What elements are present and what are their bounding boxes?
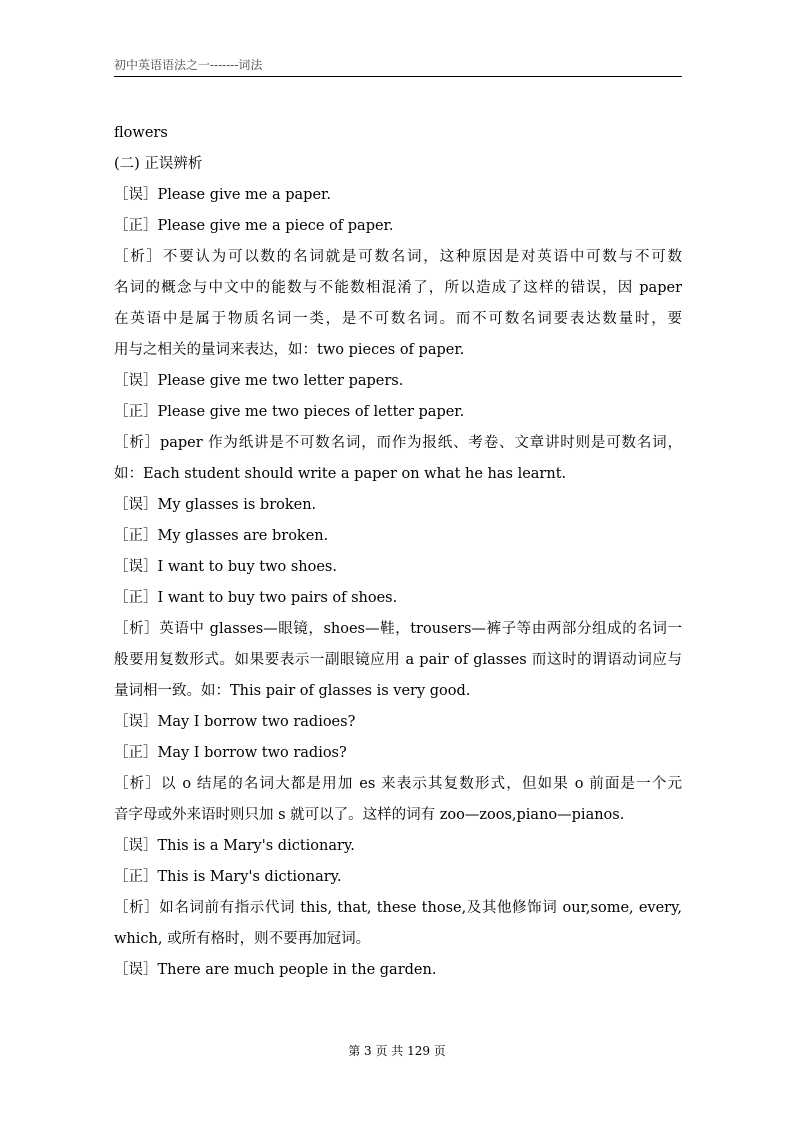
text-line: 如：Each student should write a paper on what he has learnt. [114, 466, 567, 482]
text-line: ［误］Please give me a paper. [114, 187, 331, 203]
text-line: ［析］paper 作为纸讲是不可数名词，而作为报纸、考卷、文章讲时则是可数名词， [114, 435, 682, 451]
text-line: ［误］May I borrow two radioes? [114, 714, 356, 730]
text-line: ［正］Please give me a piece of paper. [114, 218, 394, 234]
text-line: which, 或所有格时，则不要再加冠词。 [114, 931, 371, 947]
text-line: ［析］英语中 glasses—眼镜，shoes—鞋，trousers—裤子等由两部分组成的名词一 [114, 621, 682, 637]
text-line: ［误］There are much people in the garden. [114, 962, 437, 978]
text-line: ［正］My glasses are broken. [114, 528, 329, 544]
text-line: ［误］I want to buy two shoes. [114, 559, 337, 575]
page-header [114, 58, 682, 77]
page-number: 第 3 页 共 129 页 [348, 1044, 446, 1058]
text-line: 量词相一致。如：This pair of glasses is very good. [114, 683, 471, 699]
text-line: ［误］Please give me two letter papers. [114, 373, 404, 389]
text-line: flowers [114, 125, 168, 141]
text-line: ［析］以 o 结尾的名词大都是用加 es 来表示其复数形式，但如果 o 前面是一个元 [114, 776, 682, 792]
text-line: 在英语中是属于物质名词一类，是不可数名词。而不可数名词要表达数量时，要 [114, 311, 682, 327]
text-line: 名词的概念与中文中的能数与不能数相混淆了，所以造成了这样的错误，因 paper [114, 280, 682, 296]
text-line: ［析］不要认为可以数的名词就是可数名词，这种原因是对英语中可数与不可数 [114, 249, 682, 265]
text-line: ［正］This is Mary's dictionary. [114, 869, 342, 885]
text-line: ［正］I want to buy two pairs of shoes. [114, 590, 398, 606]
text-line: ［误］This is a Mary's dictionary. [114, 838, 355, 854]
text-line: ［误］My glasses is broken. [114, 497, 317, 513]
text-line: ［正］Please give me two pieces of letter paper. [114, 404, 465, 420]
section-heading: (二) 正误辨析 [114, 156, 203, 172]
header-title: 初中英语语法之一-------词法 [114, 58, 263, 72]
page-footer [0, 1042, 794, 1059]
text-line: 用与之相关的量词来表达，如：two pieces of paper. [114, 342, 465, 358]
text-line: ［正］May I borrow two radios? [114, 745, 347, 761]
document-body [114, 118, 682, 986]
text-line: 般要用复数形式。如果要表示一副眼镜应用 a pair of glasses 而这时的谓语动词应与 [114, 652, 682, 668]
text-line: ［析］如名词前有指示代词 this, that, these those,及其他修饰词 our,some, every, [114, 900, 682, 916]
text-line: 音字母或外来语时则只加 s 就可以了。这样的词有 zoo—zoos,piano—pianos. [114, 807, 625, 823]
